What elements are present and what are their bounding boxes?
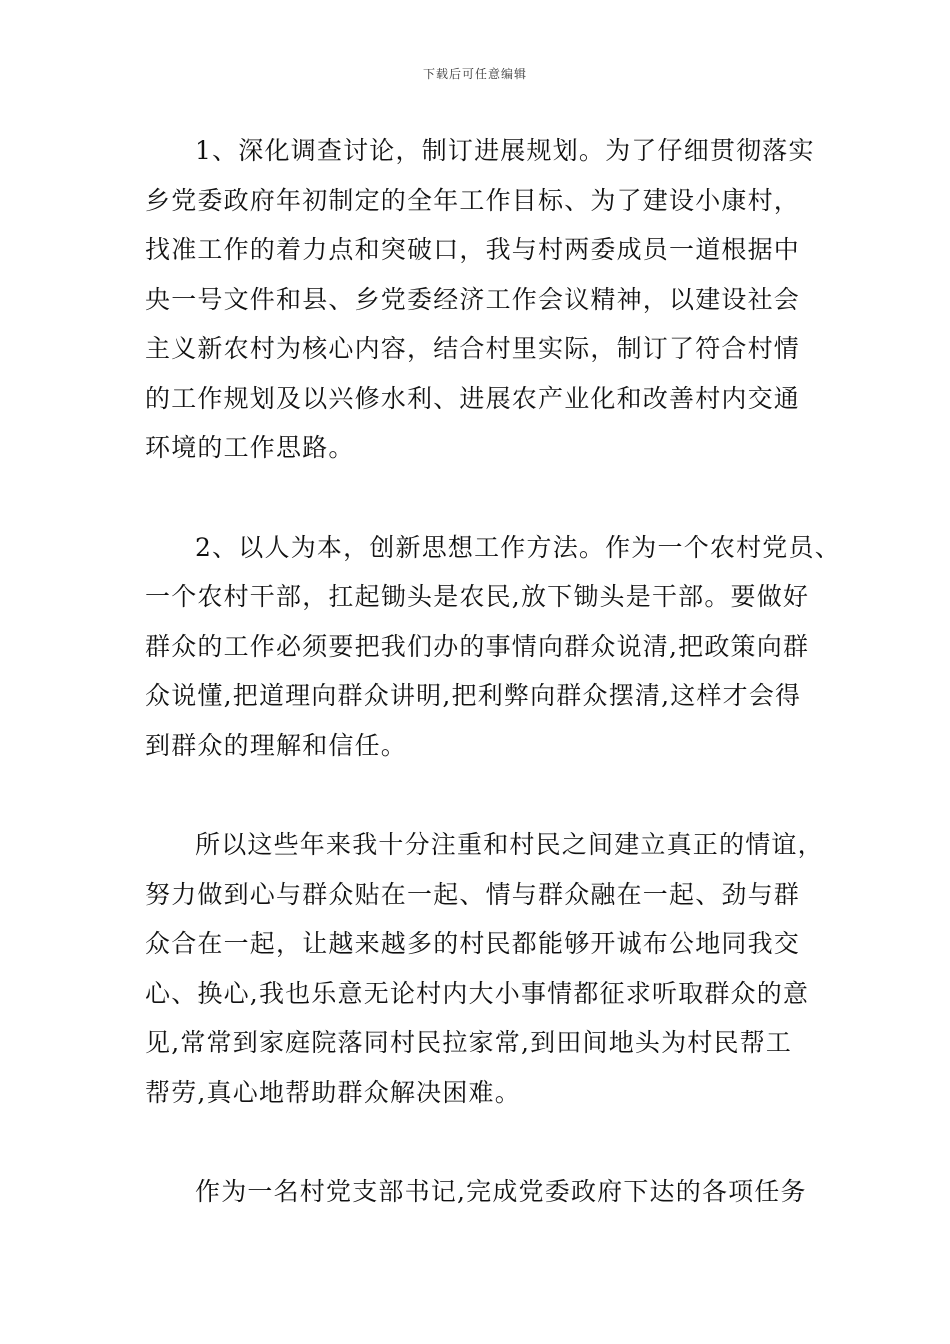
paragraph-2 [145, 523, 841, 771]
text-line: 努力做到心与群众贴在一起、情与群众融在一起、劲与群 [145, 879, 801, 909]
text-line: 环境的工作思路。 [145, 433, 355, 462]
paragraph-spacer [145, 473, 810, 523]
text-line: 央一号文件和县、乡党委经济工作会议精神，以建设社会 [145, 284, 801, 314]
paragraph-4 [145, 1167, 810, 1217]
text-line: 2、以人为本，创新思想工作方法。作为一个农村党员、 [195, 532, 841, 562]
text-line: 群众的工作必须要把我们办的事情向群众说清,把政策向群 [145, 631, 810, 661]
text-line: 到群众的理解和信任。 [145, 730, 408, 760]
document-body [145, 126, 841, 1217]
text-line: 主义新农村为核心内容，结合村里实际，制订了符合村情 [145, 334, 801, 363]
text-line: 帮劳,真心地帮助群众解决困难。 [145, 1077, 521, 1107]
paragraph-1 [145, 126, 815, 473]
page-header: 下载后可任意编辑 [422, 67, 527, 81]
text-line: 所以这些年来我十分注重和村民之间建立真正的情谊， [195, 830, 824, 859]
text-line: 众说懂,把道理向群众讲明,把利弊向群众摆清,这样才会得 [145, 681, 802, 710]
text-line: 1、深化调查讨论，制订进展规划。为了仔细贯彻落实 [195, 136, 815, 165]
text-line: 一个农村干部，扛起锄头是农民,放下锄头是干部。要做好 [145, 582, 810, 611]
text-line: 众合在一起，让越来越多的村民都能够开诚布公地同我交 [145, 929, 801, 958]
paragraph-3 [145, 820, 824, 1117]
text-line: 乡党委政府年初制定的全年工作目标、为了建设小康村， [145, 185, 801, 215]
text-line: 的工作规划及以兴修水利、进展农产业化和改善村内交通 [145, 383, 801, 413]
paragraph-spacer [145, 770, 810, 820]
text-line: 找准工作的着力点和突破口，我与村两委成员一道根据中 [145, 235, 801, 264]
text-line: 作为一名村党支部书记,完成党委政府下达的各项任务 [195, 1177, 807, 1206]
text-line: 心、换心,我也乐意无论村内大小事情都征求听取群众的意 [145, 978, 810, 1008]
text-line: 见,常常到家庭院落同村民拉家常,到田间地头为村民帮工 [145, 1028, 793, 1057]
paragraph-spacer [145, 1117, 810, 1167]
